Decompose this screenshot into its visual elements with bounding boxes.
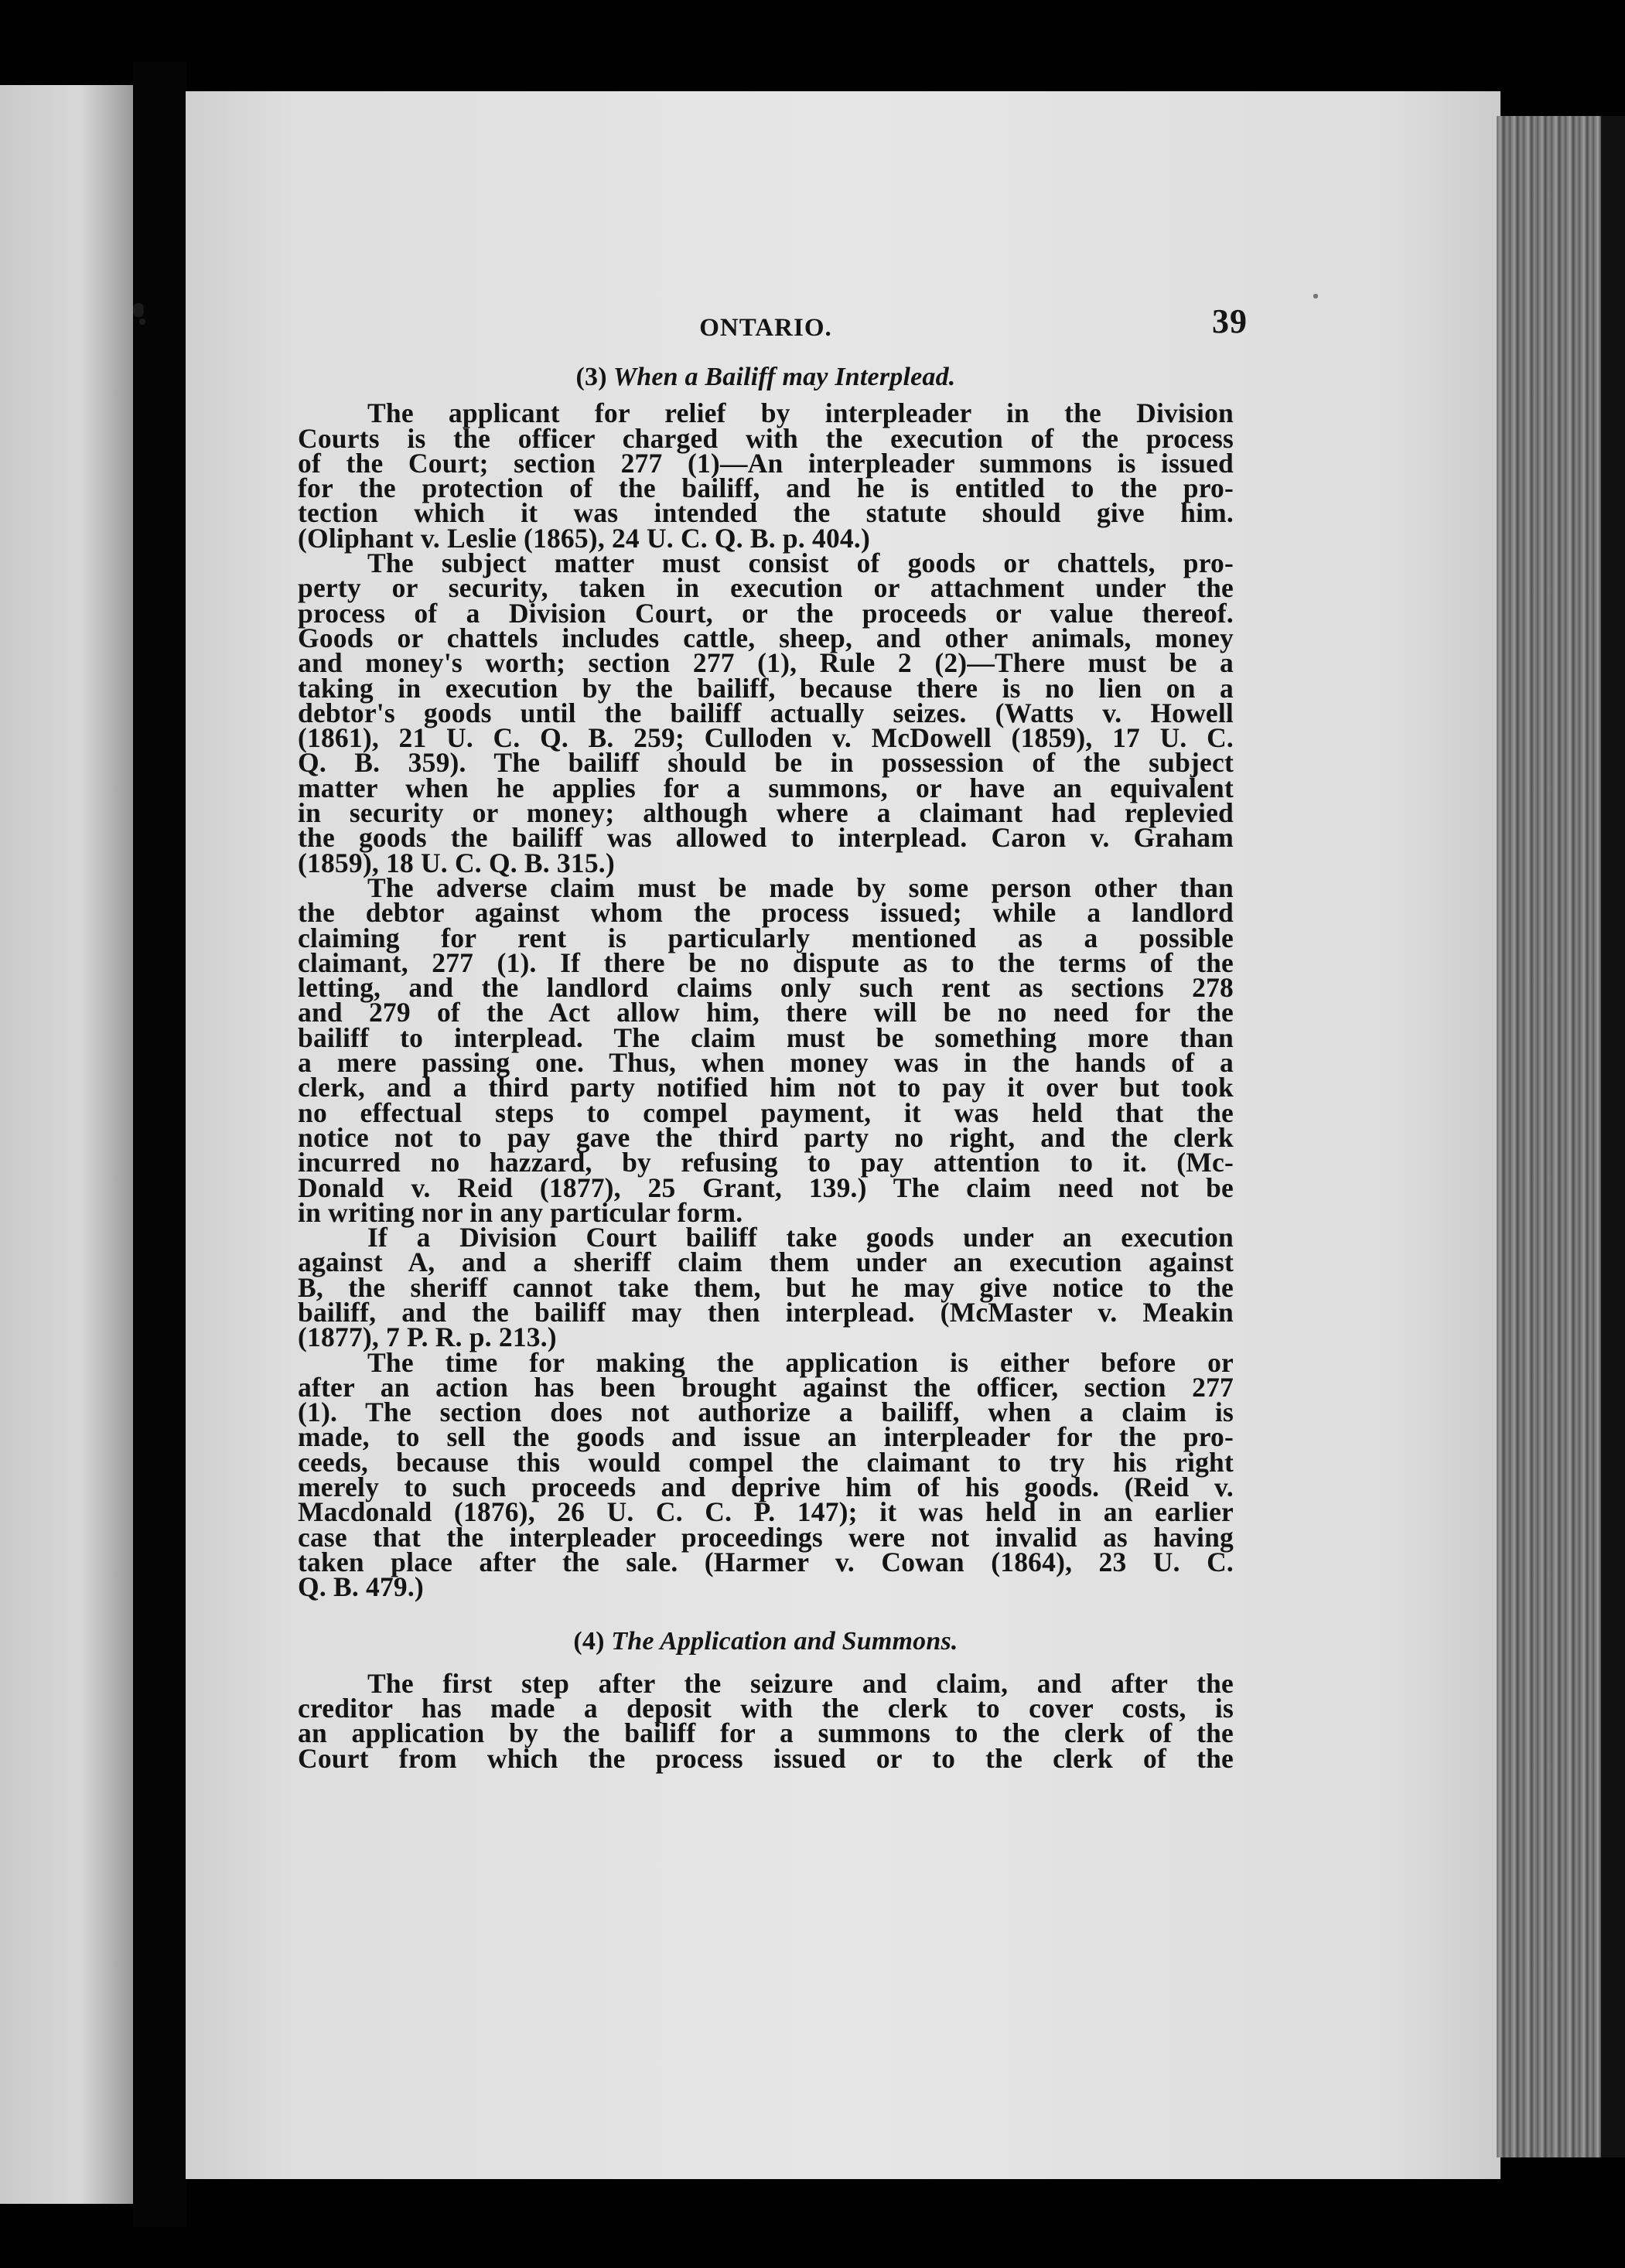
text-line: creditor has made a deposit with the clerk to cover costs, is	[298, 1693, 1234, 1724]
text-line: tection which it was intended the statute should give him.	[298, 497, 1234, 529]
text-line: after an action has been brought against the officer, section 277	[298, 1371, 1234, 1403]
section-heading-text: The Application and Summons.	[611, 1626, 958, 1656]
page-edges-stack	[1497, 116, 1601, 2157]
facing-page-edge	[0, 85, 133, 2204]
text-line: and 279 of the Act allow him, there will be no need for the	[298, 997, 1234, 1028]
text-line: claiming for rent is particularly mentioned as a possible	[298, 922, 1234, 953]
text-line: taken place after the sale. (Harmer v. Cowan (1864), 23 U. C.	[298, 1546, 1234, 1577]
paragraph-5	[298, 1346, 1234, 1603]
text-line: clerk, and a third party notified him not to pay it over but took	[298, 1072, 1234, 1103]
text-line: Donald v. Reid (1877), 25 Grant, 139.) The claim need not be	[298, 1172, 1234, 1203]
section-heading-4	[298, 1626, 1234, 1656]
section-heading-text: When a Bailiff may Interplead.	[613, 363, 956, 391]
text-line: The subject matter must consist of goods or chattels, pro-	[367, 547, 1234, 579]
text-line: B, the sheriff cannot take them, but he may give notice to the	[298, 1271, 1234, 1303]
text-line: Macdonald (1876), 26 U. C. C. P. 147); it was held in an earlier	[298, 1496, 1234, 1528]
text-line: (1). The section does not authorize a bailiff, when a claim is	[298, 1397, 1234, 1428]
text-line: process of a Division Court, or the proceeds or value thereof.	[298, 597, 1234, 629]
paragraph-6	[298, 1667, 1234, 1774]
text-line: against A, and a sheriff claim them under an execution against	[298, 1247, 1234, 1278]
text-line: (1877), 7 P. R. p. 213.)	[298, 1322, 557, 1353]
page-header	[298, 302, 1248, 354]
text-line: case that the interpleader proceedings were not invalid as having	[298, 1521, 1234, 1553]
page-edge-shadow	[1601, 116, 1625, 2157]
text-line: The applicant for relief by interpleader in the Division	[367, 397, 1234, 429]
text-line: perty or security, taken in execution or attachment under the	[298, 572, 1234, 604]
text-line: a mere passing one. Thus, when money was in the hands of a	[298, 1047, 1234, 1079]
text-line: notice not to pay gave the third party no right, and the clerk	[298, 1121, 1234, 1153]
text-line: for the protection of the bailiff, and he is entitled to the pro-	[298, 472, 1234, 504]
text-line: bailiff to interplead. The claim must be something more than	[298, 1021, 1234, 1053]
text-line: (1859), 18 U. C. Q. B. 315.)	[298, 847, 615, 878]
text-line: matter when he applies for a summons, or have an equivalent	[298, 772, 1234, 803]
film-speck	[1313, 294, 1318, 298]
text-line: merely to such proceeds and deprive him of his goods. (Reid v.	[298, 1472, 1234, 1503]
text-line: (1861), 21 U. C. Q. B. 259; Culloden v. McDowell (1859), 17 U. C.	[298, 722, 1234, 754]
text-line: taking in execution by the bailiff, because there is no lien on a	[298, 672, 1234, 704]
text-line: an application by the bailiff for a summons to the clerk of the	[298, 1717, 1234, 1749]
text-line: The adverse claim must be made by some person other than	[367, 871, 1234, 903]
book-gutter	[133, 62, 187, 2227]
section-heading-number: (4)	[573, 1626, 605, 1656]
text-line: Q. B. 479.)	[298, 1571, 424, 1603]
film-speck	[139, 319, 145, 325]
text-line: claimant, 277 (1). If there be no dispute as to the terms of the	[298, 946, 1234, 978]
text-line: the goods the bailiff was allowed to interplead. Caron v. Graham	[298, 822, 1234, 854]
paragraph-1	[298, 397, 1234, 554]
text-line: If a Division Court bailiff take goods under an execution	[367, 1222, 1234, 1253]
page-number: 39	[1212, 302, 1248, 340]
text-line: incurred no hazzard, by refusing to pay attention to it. (Mc-	[298, 1147, 1234, 1178]
text-line: Court from which the process issued or to the clerk of the	[298, 1742, 1234, 1774]
text-line: in security or money; although where a claimant had replevied	[298, 797, 1234, 829]
text-line: of the Court; section 277 (1)—An interpleader summons is issued	[298, 447, 1234, 479]
film-speck	[133, 303, 144, 317]
paragraph-2	[298, 547, 1234, 878]
text-line: made, to sell the goods and issue an interpleader for the pro-	[298, 1421, 1234, 1453]
text-line: Q. B. 359). The bailiff should be in possession of the subject	[298, 747, 1234, 779]
paragraph-4	[298, 1222, 1234, 1353]
text-line: no effectual steps to compel payment, it was held that the	[298, 1096, 1234, 1128]
text-line: bailiff, and the bailiff may then interplead. (McMaster v. Meakin	[298, 1296, 1234, 1328]
text-line: debtor's goods until the bailiff actually seizes. (Watts v. Howell	[298, 697, 1234, 728]
text-line: The time for making the application is either before or	[367, 1346, 1234, 1378]
text-line: ceeds, because this would compel the claimant to try his right	[298, 1446, 1234, 1478]
text-line: (Oliphant v. Leslie (1865), 24 U. C. Q. B. p. 404.)	[298, 522, 870, 554]
text-line: Goods or chattels includes cattle, sheep, and other animals, money	[298, 622, 1234, 653]
section-heading-3	[298, 365, 1234, 390]
text-line: the debtor against whom the process issued; while a landlord	[298, 897, 1234, 929]
text-line: letting, and the landlord claims only such rent as sections 278	[298, 972, 1234, 1004]
paragraph-3	[298, 871, 1234, 1228]
text-line: and money's worth; section 277 (1), Rule 2 (2)—There must be a	[298, 647, 1234, 679]
running-head: ONTARIO.	[699, 314, 832, 342]
text-line: in writing nor in any particular form.	[298, 1196, 743, 1228]
text-line: The first step after the seizure and claim, and after the	[367, 1667, 1234, 1699]
page-text	[298, 302, 1248, 1774]
section-heading-number: (3)	[575, 363, 607, 391]
text-line: Courts is the officer charged with the execution of the process	[298, 422, 1234, 454]
